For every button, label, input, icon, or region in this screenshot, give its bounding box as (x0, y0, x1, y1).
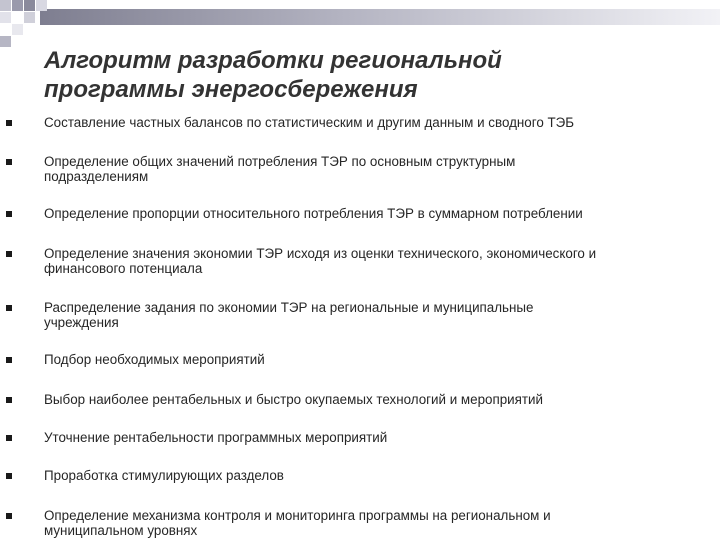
decor-square (36, 0, 47, 11)
bullet-text-line: Определение значения экономии ТЭР исходя из оценки технического, экономического и (44, 246, 597, 261)
square-bullet-icon (6, 251, 12, 257)
bullet-text (44, 352, 712, 367)
square-bullet-icon (6, 120, 12, 126)
bullet-text-line: подразделениям (44, 169, 149, 184)
bullet-text (44, 154, 712, 184)
bullet-text (44, 246, 712, 276)
decor-square (12, 24, 23, 35)
square-bullet-icon (6, 513, 12, 519)
bullet-text-line: Составление частных балансов по статистическим и другим данным и сводного ТЭБ (44, 115, 575, 130)
bullet-text-line: муниципальном уровнях (44, 523, 198, 538)
bullet-text (44, 206, 712, 221)
square-bullet-icon (6, 211, 12, 217)
bullet-text-line: Определение общих значений потребления ТЭР по основным структурным (44, 154, 516, 169)
bullet-text (44, 430, 712, 445)
square-bullet-icon (6, 397, 12, 403)
decor-square (12, 12, 23, 23)
slide-title (44, 46, 684, 104)
decor-square (0, 0, 11, 11)
square-bullet-icon (6, 435, 12, 441)
bullet-text-line: Проработка стимулирующих разделов (44, 468, 284, 483)
header-bar (40, 9, 720, 25)
bullet-text (44, 468, 712, 483)
title-line: программы энергосбережения (44, 76, 418, 103)
square-bullet-icon (6, 159, 12, 165)
decor-square (12, 0, 23, 11)
bullet-text (44, 508, 712, 538)
decor-square (24, 0, 35, 11)
bullet-text-line: Подбор необходимых мероприятий (44, 352, 265, 367)
decor-square (0, 36, 11, 47)
square-bullet-icon (6, 357, 12, 363)
header-decoration (0, 0, 720, 50)
bullet-text-line: Распределение задания по экономии ТЭР на региональные и муниципальные (44, 300, 534, 315)
bullet-text-line: Уточнение рентабельности программных мероприятий (44, 430, 388, 445)
bullet-text-line: Определение пропорции относительного потребления ТЭР в суммарном потреблении (44, 206, 583, 221)
bullet-text-line: учреждения (44, 315, 119, 330)
bullet-text-line: Выбор наиболее рентабельных и быстро окупаемых технологий и мероприятий (44, 392, 543, 407)
bullet-text-line: Определение механизма контроля и мониторинга программы на региональном и (44, 508, 551, 523)
title-line: Алгоритм разработки региональной (44, 47, 502, 74)
decor-square (24, 12, 35, 23)
bullet-text (44, 392, 712, 407)
bullet-text-line: финансового потенциала (44, 261, 203, 276)
bullet-text (44, 115, 712, 130)
square-bullet-icon (6, 305, 12, 311)
decor-square (0, 12, 11, 23)
bullet-text (44, 300, 712, 330)
square-bullet-icon (6, 473, 12, 479)
